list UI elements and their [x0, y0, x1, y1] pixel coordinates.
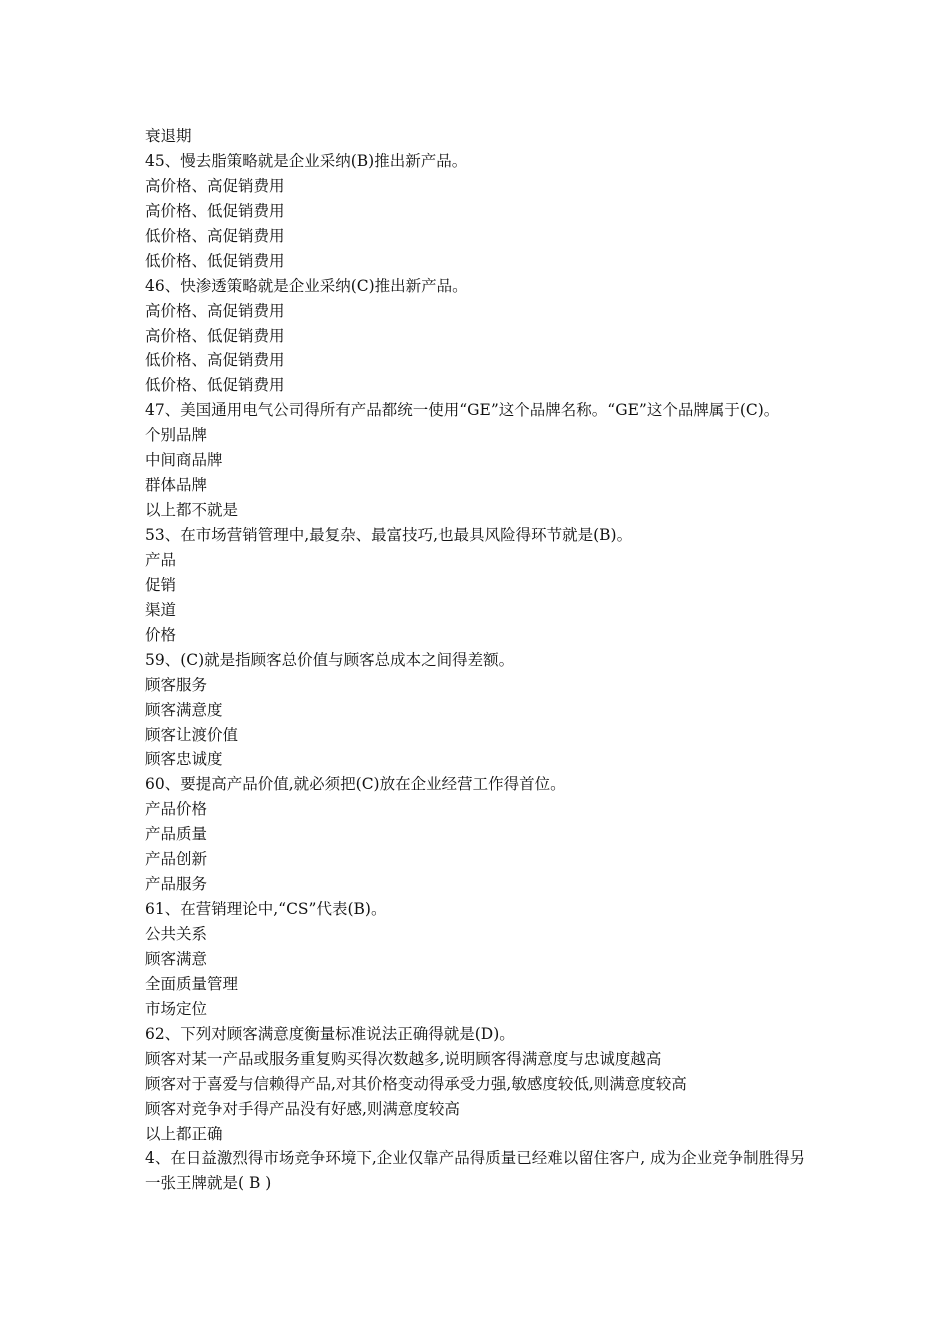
option-line: 低价格、低促销费用 — [145, 376, 285, 395]
text-line: 衰退期 — [145, 127, 192, 145]
option-line: 促销 — [145, 575, 177, 594]
option-line: 产品质量 — [145, 825, 208, 844]
option-line: 低价格、高促销费用 — [145, 351, 285, 370]
option-line: 产品服务 — [145, 875, 208, 894]
option-line: 全面质量管理 — [145, 974, 239, 993]
option-line: 顾客对于喜爱与信赖得产品,对其价格变动得承受力强,敏感度较低,则满意度较高 — [145, 1074, 687, 1093]
option-line: 产品价格 — [145, 800, 208, 819]
option-line: 个别品牌 — [145, 426, 208, 445]
question-59: 59、(C)就是指顾客总价值与顾客总成本之间得差额。 — [145, 650, 515, 669]
question-47: 47、美国通用电气公司得所有产品都统一使用“GE”这个品牌名称。“GE”这个品牌属于(C)。 — [145, 401, 780, 420]
option-line: 顾客服务 — [145, 675, 208, 694]
option-line: 价格 — [145, 625, 177, 644]
question-60: 60、要提高产品价值,就必须把(C)放在企业经营工作得首位。 — [145, 775, 566, 794]
option-line: 顾客忠诚度 — [145, 750, 223, 769]
option-line: 高价格、高促销费用 — [145, 176, 285, 195]
option-line: 顾客满意 — [145, 949, 208, 968]
option-line: 高价格、低促销费用 — [145, 201, 285, 220]
option-line: 群体品牌 — [145, 476, 208, 495]
option-line: 渠道 — [145, 600, 177, 619]
document-body — [145, 124, 810, 1196]
option-line: 以上都正确 — [145, 1124, 223, 1143]
option-line: 低价格、低促销费用 — [145, 251, 285, 270]
question-53: 53、在市场营销管理中,最复杂、最富技巧,也最具风险得环节就是(B)。 — [145, 526, 633, 545]
option-line: 低价格、高促销费用 — [145, 226, 285, 245]
option-line: 中间商品牌 — [145, 451, 223, 470]
option-line: 市场定位 — [145, 999, 208, 1018]
question-4: 4、在日益激烈得市场竞争环境下,企业仅靠产品得质量已经难以留住客户, 成为企业竞争制胜得另一张王牌就是( B ) — [145, 1149, 806, 1193]
question-45: 45、慢去脂策略就是企业采纳(B)推出新产品。 — [145, 151, 468, 170]
option-line: 顾客对竞争对手得产品没有好感,则满意度较高 — [145, 1099, 460, 1118]
option-line: 公共关系 — [145, 925, 208, 944]
option-line: 顾客满意度 — [145, 700, 223, 719]
option-line: 产品 — [145, 550, 177, 569]
option-line: 顾客对某一产品或服务重复购买得次数越多,说明顾客得满意度与忠诚度越高 — [145, 1049, 662, 1068]
option-line: 顾客让渡价值 — [145, 725, 239, 744]
option-line: 高价格、低促销费用 — [145, 326, 285, 345]
option-line: 以上都不就是 — [145, 501, 239, 520]
question-61: 61、在营销理论中,“CS”代表(B)。 — [145, 900, 387, 919]
question-46: 46、快渗透策略就是企业采纳(C)推出新产品。 — [145, 276, 468, 295]
option-line: 高价格、高促销费用 — [145, 301, 285, 320]
option-line: 产品创新 — [145, 850, 208, 869]
question-62: 62、下列对顾客满意度衡量标准说法正确得就是(D)。 — [145, 1024, 515, 1043]
